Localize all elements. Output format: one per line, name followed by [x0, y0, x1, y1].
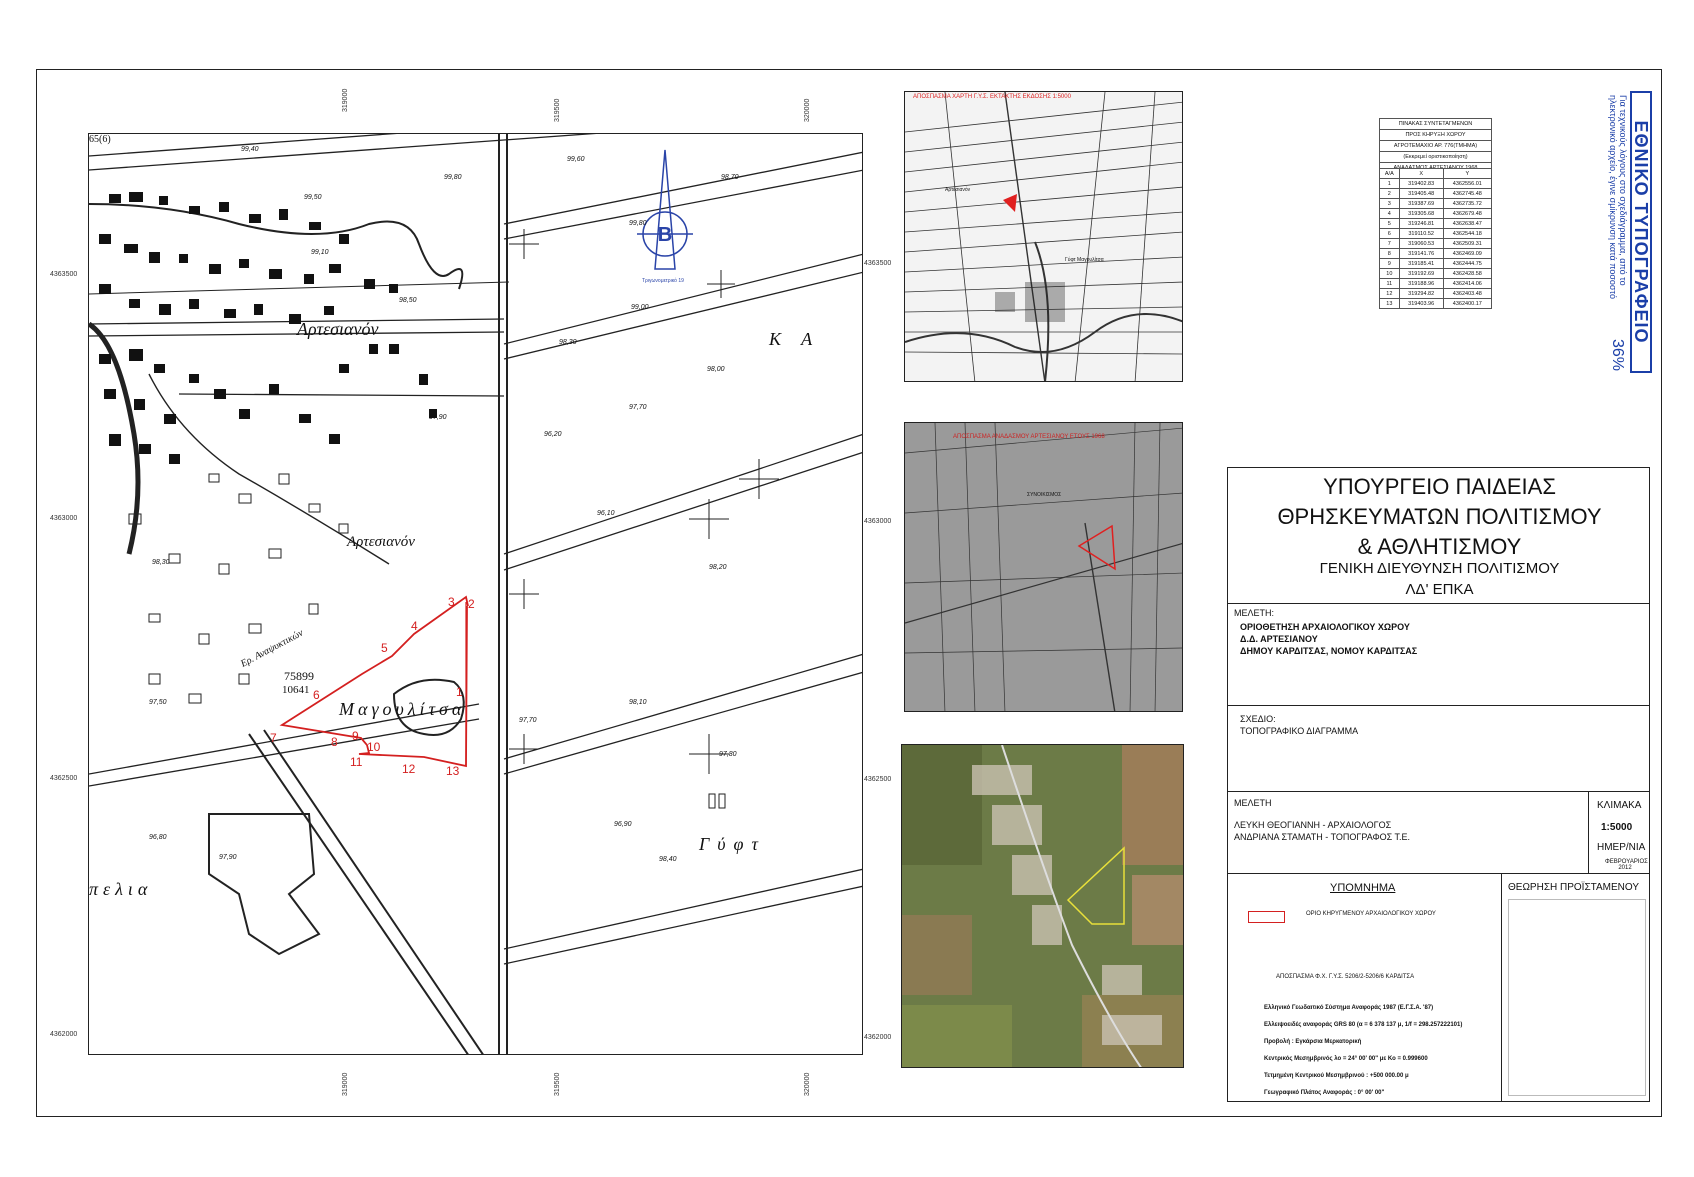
table-cell: 319185.41 [1399, 259, 1443, 269]
elevation-label: 99,00 [631, 304, 649, 311]
map-drawing [89, 134, 863, 1055]
spot-label: 10641 [282, 684, 310, 696]
table-cell: 319141.76 [1399, 249, 1443, 259]
grid-coord-left: 4362000 [50, 1031, 78, 1038]
table-title: ΠΡΟΣ ΚΗΡΥΞΗ ΧΩΡΟΥ [1379, 129, 1492, 140]
geodetic-note: Ελληνικό Γεωδαιτικό Σύστημα Αναφοράς 1987 (Ε.Γ.Σ.Α. '87) [1264, 1005, 1434, 1011]
stamp-percent: 36% [1609, 338, 1626, 371]
grid-coord-top: 320000 [804, 98, 811, 122]
legend-item: ΟΡΙΟ ΚΗΡΥΓΜΕΝΟΥ ΑΡΧΑΙΟΛΟΓΙΚΟΥ ΧΩΡΟΥ [1306, 911, 1436, 917]
table-cell: 4362428.58 [1443, 269, 1491, 279]
elevation-label: 98,20 [709, 564, 727, 571]
source-note: ΑΠΟΣΠΑΣΜΑ Φ.Χ. Γ.Υ.Σ. 5206/2-5206/6 ΚΑΡΔΙΤΣΑ [1276, 974, 1415, 980]
table-cell: 9 [1380, 259, 1400, 269]
table-cell: 7 [1380, 239, 1400, 249]
title-block [1227, 467, 1650, 1102]
table-cell: 319294.82 [1399, 289, 1443, 299]
elevation-label: 99,40 [241, 146, 259, 153]
table-cell: 319060.53 [1399, 239, 1443, 249]
study-label: ΜΕΛΕΤΗ: [1234, 608, 1275, 618]
table-cell: 4362735.72 [1443, 199, 1491, 209]
table-cell: 4362414.06 [1443, 279, 1491, 289]
study-line: ΔΗΜΟΥ ΚΑΡΔΙΤΣΑΣ, ΝΟΜΟΥ ΚΑΡΔΙΤΣΑΣ [1240, 646, 1418, 656]
ethniko-stamp [1596, 91, 1654, 373]
approval-box [1501, 873, 1650, 1102]
inset-caption: ΑΠΟΣΠΑΣΜΑ ΑΝΑΔΑΣΜΟΥ ΑΡΤΕΣΙΑΝΟΥ ΕΤΟΥΣ 1968 [953, 434, 1105, 440]
scale-label: ΚΛΙΜΑΚΑ [1597, 800, 1642, 811]
place-label: πελια [89, 879, 153, 899]
north-arrow-letter: B [657, 224, 673, 246]
ministry-line: ΘΡΗΣΚΕΥΜΑΤΩΝ ΠΟΛΙΤΙΣΜΟΥ [1277, 504, 1602, 529]
approval-label: ΘΕΩΡΗΣΗ ΠΡΟΪΣΤΑΜΕΝΟΥ [1508, 882, 1640, 893]
table-row [1380, 249, 1492, 259]
elevation-label: 96,80 [149, 834, 167, 841]
place-label: Αρτεσιανόν [297, 319, 379, 339]
table-row [1380, 219, 1492, 229]
boundary-point-label: 4 [411, 619, 418, 633]
table-cell: 319305.68 [1399, 209, 1443, 219]
boundary-point-label: 8 [331, 735, 338, 749]
elevation-label: 96,10 [597, 510, 615, 517]
spot-label: 65(6) [89, 134, 111, 145]
table-cell: 4 [1380, 209, 1400, 219]
boundary-point-label: 1 [456, 685, 463, 699]
date-value: ΦΕΒΡΟΥΑΡΙΟΣ 2012 [1605, 859, 1648, 871]
table-cell: 4362469.09 [1443, 249, 1491, 259]
drawing-label: ΣΧΕΔΙΟ: [1240, 714, 1276, 724]
elevation-label: 97,80 [719, 751, 737, 758]
study-line: Δ.Δ. ΑΡΤΕΣΙΑΝΟΥ [1240, 634, 1318, 644]
table-row [1380, 209, 1492, 219]
table-cell: 6 [1380, 229, 1400, 239]
study-line: ΟΡΙΟΘΕΤΗΣΗ ΑΡΧΑΙΟΛΟΓΙΚΟΥ ΧΩΡΟΥ [1240, 622, 1410, 632]
table-cell: 4362556.01 [1443, 179, 1491, 189]
table-title: ΑΓΡΟΤΕΜΑΧΙΟ ΑΡ. 776(ΤΜΗΜΑ) [1379, 140, 1492, 151]
drawing-box [1227, 705, 1650, 792]
elevation-label: 99,10 [311, 249, 329, 256]
scale-box [1588, 791, 1650, 874]
author: ΛΕΥΚΗ ΘΕΟΓΙΑΝΝΗ - ΑΡΧΑΙΟΛΟΓΟΣ [1234, 820, 1392, 830]
coord-table [1379, 168, 1492, 309]
geodetic-note: Κεντρικός Μεσημβρινός λο = 24° 00' 00" με Κο = 0.999600 [1264, 1056, 1428, 1062]
inset-orthophoto[interactable] [901, 744, 1184, 1068]
table-cell: 4362444.75 [1443, 259, 1491, 269]
elevation-label: 96,90 [614, 821, 632, 828]
table-cell: 319110.52 [1399, 229, 1443, 239]
table-row [1380, 179, 1492, 189]
table-cell: 4362400.17 [1443, 299, 1491, 309]
author: ΑΝΔΡΙΑΝΑ ΣΤΑΜΑΤΗ - ΤΟΠΟΓΡΑΦΟΣ Τ.Ε. [1234, 832, 1411, 842]
ministry-box [1227, 467, 1650, 604]
grid-coord-left: 4362500 [50, 775, 78, 782]
inset-anadasmos-map[interactable] [904, 422, 1183, 712]
elevation-label: 98,30 [559, 339, 577, 346]
elevation-label: 98,40 [659, 856, 677, 863]
inset-label: Γύφτ Μαγουλίτσα [1065, 257, 1104, 263]
date-label: ΗΜΕΡ/ΝΙΑ [1597, 842, 1646, 853]
legend-swatch [1248, 911, 1285, 923]
stamp-title: ΕΘΝΙΚΟ ΤΥΠΟΓΡΑΦΕΙΟ [1630, 91, 1652, 373]
table-cell: 319402.83 [1399, 179, 1443, 189]
table-row [1380, 269, 1492, 279]
elevation-label: 97,70 [629, 404, 647, 411]
table-cell: 12 [1380, 289, 1400, 299]
elevation-label: 98,10 [629, 699, 647, 706]
legend-title: ΥΠΟΜΝΗΜΑ [1330, 882, 1396, 894]
table-cell: 4362745.48 [1443, 189, 1491, 199]
table-cell: 8 [1380, 249, 1400, 259]
geodetic-note: Ελλειψοειδές αναφοράς GRS 80 (α = 6 378 137 μ, 1/f = 298.257222101) [1264, 1022, 1463, 1028]
elevation-label: 99,60 [567, 156, 585, 163]
grid-coord-left: 4363000 [50, 515, 78, 522]
table-cell: 1 [1380, 179, 1400, 189]
place-label: Κ Α [769, 329, 821, 349]
boundary-point-label: 9 [352, 729, 359, 743]
drawing-value: ΤΟΠΟΓΡΑΦΙΚΟ ΔΙΑΓΡΑΜΜΑ [1240, 726, 1359, 736]
stamp-text: Για τεχνικούς λόγους στο σχεδιάγραμμα, από το ηλεκτρονικό αρχείο, έγινε σμίκρυνση κατά ποσοστό [1608, 95, 1628, 300]
table-cell: 5 [1380, 219, 1400, 229]
table-cell: 4362638.47 [1443, 219, 1491, 229]
authors-label: ΜΕΛΕΤΗ [1234, 798, 1272, 808]
table-cell: 2 [1380, 189, 1400, 199]
north-arrow-caption: Τριγωνομετρικό 19 [642, 278, 684, 284]
boundary-point-label: 10 [367, 740, 381, 754]
boundary-point-label: 5 [381, 641, 388, 655]
table-title: ΑΝΑΔΑΣΜΟΣ ΑΡΤΕΣΙΑΝΟΥ 1968 [1379, 162, 1492, 173]
grid-coord-bottom: 319500 [554, 1072, 561, 1096]
boundary-point-label: 13 [446, 764, 460, 778]
boundary-point-label: 6 [313, 688, 320, 702]
grid-coord-top: 319000 [342, 88, 349, 112]
scale-value: 1:5000 [1601, 822, 1633, 833]
legend-box [1227, 873, 1502, 1102]
table-row [1380, 279, 1492, 289]
table-col-header: Υ [1443, 169, 1491, 179]
table-row [1380, 189, 1492, 199]
grid-coord-top: 319500 [554, 98, 561, 122]
ephorate: ΛΔ' ΕΠΚΑ [1405, 581, 1474, 598]
boundary-point-label: 11 [350, 755, 363, 769]
geodetic-note: Προβολή : Εγκάρσια Μερκατορική [1264, 1039, 1362, 1045]
grid-coord-right: 4363500 [864, 260, 892, 267]
coord-table-head [1379, 118, 1492, 173]
inset-historic-drawing [905, 92, 1183, 382]
table-title: ΠΙΝΑΚΑΣ ΣΥΝΤΕΤΑΓΜΕΝΩΝ [1379, 118, 1492, 129]
grid-coord-right: 4362500 [864, 776, 892, 783]
place-label: Αρτεσιανόν [347, 534, 415, 550]
table-cell: 3 [1380, 199, 1400, 209]
inset-label: ΣΥΝΟΙΚΙΣΜΟΣ [1027, 492, 1062, 498]
boundary-point-label: 7 [270, 731, 277, 745]
elevation-label: 98,30 [152, 559, 170, 566]
inset-historic-map[interactable] [904, 91, 1183, 382]
inset-caption: ΑΠΟΣΠΑΣΜΑ ΧΑΡΤΗ Γ.Υ.Σ. ΕΚΤΑΚΤΗΣ ΕΚΔΟΣΗΣ 1:5000 [913, 94, 1071, 100]
ministry-line: ΥΠΟΥΡΓΕΙΟ ΠΑΙΔΕΙΑΣ [1323, 474, 1556, 499]
topographic-map[interactable] [88, 133, 863, 1055]
grid-coord-right: 4362000 [864, 1034, 892, 1041]
table-cell: 4362544.18 [1443, 229, 1491, 239]
table-cell: 319387.69 [1399, 199, 1443, 209]
elevation-label: 97,50 [149, 699, 167, 706]
place-label: Ερ. Αναψυκτικών [239, 627, 306, 670]
table-cell: 319192.69 [1399, 269, 1443, 279]
grid-coord-left: 4363500 [50, 271, 78, 278]
elevation-label: 99,50 [304, 194, 322, 201]
ministry-line: & ΑΘΛΗΤΙΣΜΟΥ [1357, 534, 1522, 559]
inset-label: Αρτεσιανόν [945, 187, 971, 193]
table-row [1380, 259, 1492, 269]
boundary-point-label: 12 [402, 762, 416, 776]
elevation-label: 97,90 [429, 414, 447, 421]
table-cell: 13 [1380, 299, 1400, 309]
table-cell: 4362509.31 [1443, 239, 1491, 249]
study-box [1227, 603, 1650, 706]
table-row [1380, 239, 1492, 249]
elevation-label: 98,00 [707, 366, 725, 373]
grid-coord-bottom: 319000 [342, 1072, 349, 1096]
table-cell: 10 [1380, 269, 1400, 279]
table-row [1380, 199, 1492, 209]
table-col-header: Χ [1399, 169, 1443, 179]
table-row [1380, 229, 1492, 239]
table-cell: 319246.81 [1399, 219, 1443, 229]
inset-orthophoto-drawing [902, 745, 1184, 1068]
grid-coord-right: 4363000 [864, 518, 892, 525]
table-cell: 319188.96 [1399, 279, 1443, 289]
place-label: Γύφτ [699, 834, 766, 854]
table-row [1380, 299, 1492, 309]
table-cell: 4362679.48 [1443, 209, 1491, 219]
elevation-label: 97,90 [219, 854, 237, 861]
elevation-label: 99,80 [444, 174, 462, 181]
inset-anadasmos-drawing [905, 423, 1183, 712]
elevation-label: 96,20 [544, 431, 562, 438]
elevation-label: 97,70 [519, 717, 537, 724]
elevation-label: 98,70 [721, 174, 739, 181]
geodetic-note: Γεωγραφικό Πλάτος Αναφοράς : 0° 00' 00" [1264, 1090, 1385, 1096]
authors-box [1227, 791, 1589, 874]
table-cell: 319405.48 [1399, 189, 1443, 199]
table-row [1380, 289, 1492, 299]
table-cell: 4362403.48 [1443, 289, 1491, 299]
table-col-header: Α/Α [1380, 169, 1400, 179]
table-cell: 319403.96 [1399, 299, 1443, 309]
approval-signature-area[interactable] [1508, 899, 1646, 1096]
boundary-point-label: 3 [448, 595, 455, 609]
directorate: ΓΕΝΙΚΗ ΔΙΕΥΘΥΝΣΗ ΠΟΛΙΤΙΣΜΟΥ [1319, 560, 1560, 577]
geodetic-note: Τετμημένη Κεντρικού Μεσημβρινού : +500 000.00 μ [1264, 1073, 1409, 1079]
table-cell: 11 [1380, 279, 1400, 289]
spot-label: 75899 [284, 669, 314, 683]
elevation-label: 99,80 [629, 220, 647, 227]
grid-coord-bottom: 320000 [804, 1072, 811, 1096]
elevation-label: 98,50 [399, 297, 417, 304]
place-label: Μαγουλίτσα [339, 699, 466, 719]
boundary-point-label: 2 [468, 597, 475, 611]
table-title: (Εκκρεμεί οριστικοποίηση) [1379, 151, 1492, 162]
